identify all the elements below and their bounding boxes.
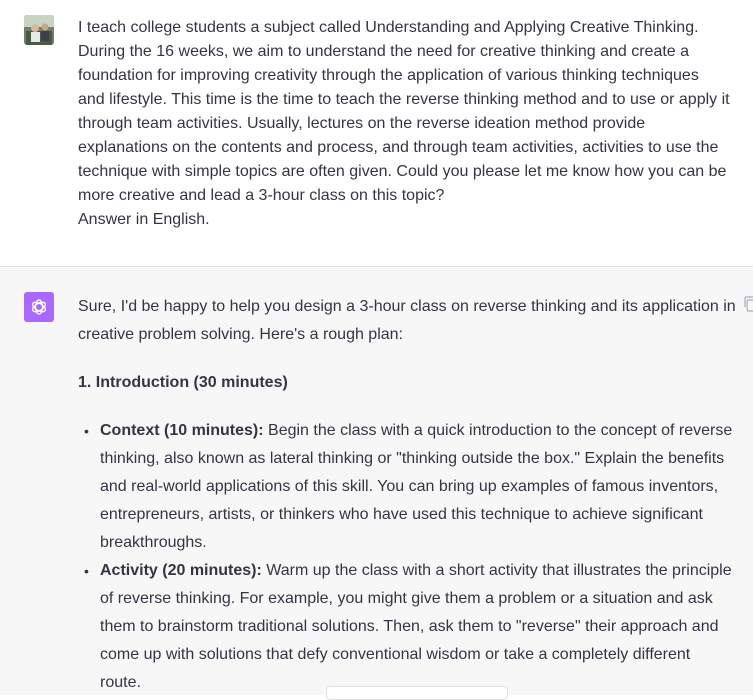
assistant-message — [0, 267, 753, 695]
bullet-text: Warm up the class with a short activity that illustrates the principle — [261, 562, 732, 579]
user-line: I teach college students a subject called Understanding and Applying Creative Thinking. — [78, 19, 699, 36]
bullet-line: breakthroughs. — [100, 534, 207, 551]
user-message — [0, 0, 753, 267]
regenerate-button-edge[interactable] — [326, 686, 508, 700]
openai-logo-icon — [24, 292, 54, 322]
copy-icon[interactable] — [743, 296, 753, 312]
bullet-line: them to brainstorm traditional solutions. Then, ask them to "reverse" their approach and — [100, 618, 719, 635]
user-avatar — [24, 15, 54, 45]
bullet-line: thinking, also known as lateral thinking or "thinking outside the box." Explain the benefits — [100, 450, 725, 467]
bullet-label: Activity (20 minutes): — [100, 562, 262, 579]
user-line: explanations on the contents and process, and through team activities, activities to use the — [78, 139, 719, 156]
user-line: more creative and lead a 3-hour class on this topic? — [78, 187, 445, 204]
user-line: Answer in English. — [78, 211, 210, 228]
bullet-line: of reverse thinking. For example, you might give them a problem or a situation and ask — [100, 590, 713, 607]
bullet-line: and real-world applications of this skill. You can bring up examples of famous inventors, — [100, 478, 719, 495]
user-line: technique with simple topics are often given. Could you please let me know how you can be — [78, 163, 727, 180]
intro-line: creative problem solving. Here's a rough plan: — [78, 326, 403, 343]
user-line: and lifestyle. This time is the time to teach the reverse thinking method and to use or apply it — [78, 91, 730, 108]
list-item — [78, 417, 743, 557]
assistant-response — [78, 293, 743, 697]
bullet-line: entrepreneurs, artists, or thinkers who have used this technique to achieve significant — [100, 506, 703, 523]
user-line: through team activities. Usually, lectures on the reverse ideation method provide — [78, 115, 646, 132]
list-item — [78, 557, 743, 697]
user-message-text — [78, 16, 738, 232]
user-line: During the 16 weeks, we aim to understand the need for creative thinking and create a — [78, 43, 690, 60]
bullet-dot: • — [84, 563, 89, 579]
bullet-list — [78, 417, 743, 697]
bullet-line: come up with solutions that defy conventional wisdom or take a completely different — [100, 646, 691, 663]
section-heading: 1. Introduction (30 minutes) — [78, 374, 288, 391]
intro-line: Sure, I'd be happy to help you design a 3-hour class on reverse thinking and its application in — [78, 298, 736, 315]
bullet-text: Begin the class with a quick introduction to the concept of reverse — [263, 422, 733, 439]
bullet-line: route. — [100, 674, 141, 691]
user-line: foundation for improving creativity through the application of various thinking techniques — [78, 67, 699, 84]
bullet-dot: • — [84, 423, 89, 439]
bullet-label: Context (10 minutes): — [100, 422, 264, 439]
